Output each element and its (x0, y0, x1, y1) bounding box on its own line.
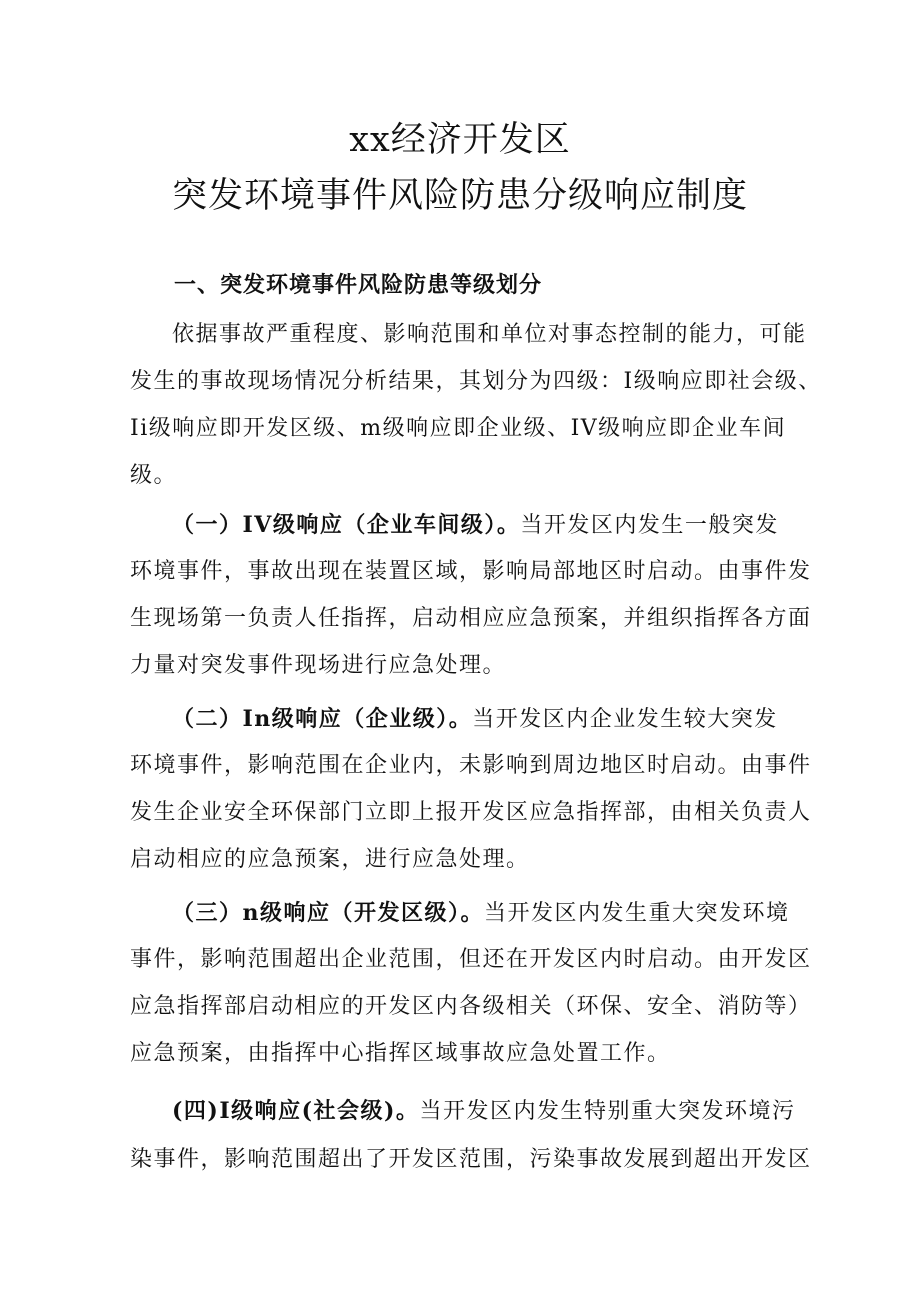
level3-line: 环境事件，影响范围在企业内，未影响到周边地区时启动。由事件 (130, 753, 812, 778)
intro-line: Ii级响应即开发区级、m级响应即企业级、IV级响应即企业车间 (130, 416, 787, 441)
level1-heading: (四)I级响应(社会级)。 (172, 1098, 420, 1124)
level3-first-text: 当开发区内企业发生较大突发 (472, 707, 778, 732)
intro-line: 发生的事故现场情况分析结果，其划分为四级：I级响应即社会级、 (130, 369, 822, 394)
level1-first-text: 当开发区内发生特别重大突发环境污 (419, 1099, 796, 1124)
section-heading: 一、突发环境事件风险防患等级划分 (174, 272, 543, 298)
level4-first-text: 当开发区内发生一般突发 (520, 513, 779, 538)
level3-heading: （二）In级响应（企业级）。 (172, 706, 473, 732)
level4-line: 力量对突发事件现场进行应急处理。 (130, 653, 507, 678)
document-title-line2: 突发环境事件风险防患分级响应制度 (171, 176, 748, 216)
document-title-line1: xx经济开发区 (349, 120, 571, 160)
level2-first-text: 当开发区内发生重大突发环境 (484, 901, 790, 926)
level4-first-line (172, 510, 779, 541)
level4-heading: （一）IV级响应（企业车间级）。 (172, 512, 521, 538)
level1-first-line (172, 1096, 795, 1127)
level2-line: 应急指挥部启动相应的开发区内各级相关（环保、安全、消防等） (130, 994, 812, 1019)
level4-line: 环境事件，事故出现在装置区域，影响局部地区时启动。由事件发 (130, 559, 812, 584)
level2-heading: （三）n级响应（开发区级）。 (172, 900, 484, 926)
intro-line: 依据事故严重程度、影响范围和单位对事态控制的能力，可能 (172, 322, 807, 347)
level2-first-line (172, 898, 790, 929)
level2-line: 事件，影响范围超出企业范围，但还在开发区内时启动。由开发区 (130, 947, 812, 972)
level1-line: 染事件，影响范围超出了开发区范围，污染事故发展到超出开发区 (130, 1147, 812, 1172)
level3-first-line (172, 704, 778, 735)
level3-line: 发生企业安全环保部门立即上报开发区应急指挥部，由相关负责人 (130, 800, 812, 825)
level2-line: 应急预案，由指挥中心指挥区域事故应急处置工作。 (130, 1041, 671, 1066)
level4-line: 生现场第一负责人任指挥，启动相应应急预案，并组织指挥各方面 (130, 606, 812, 631)
level3-line: 启动相应的应急预案，进行应急处理。 (130, 847, 530, 872)
intro-line: 级。 (130, 463, 178, 488)
